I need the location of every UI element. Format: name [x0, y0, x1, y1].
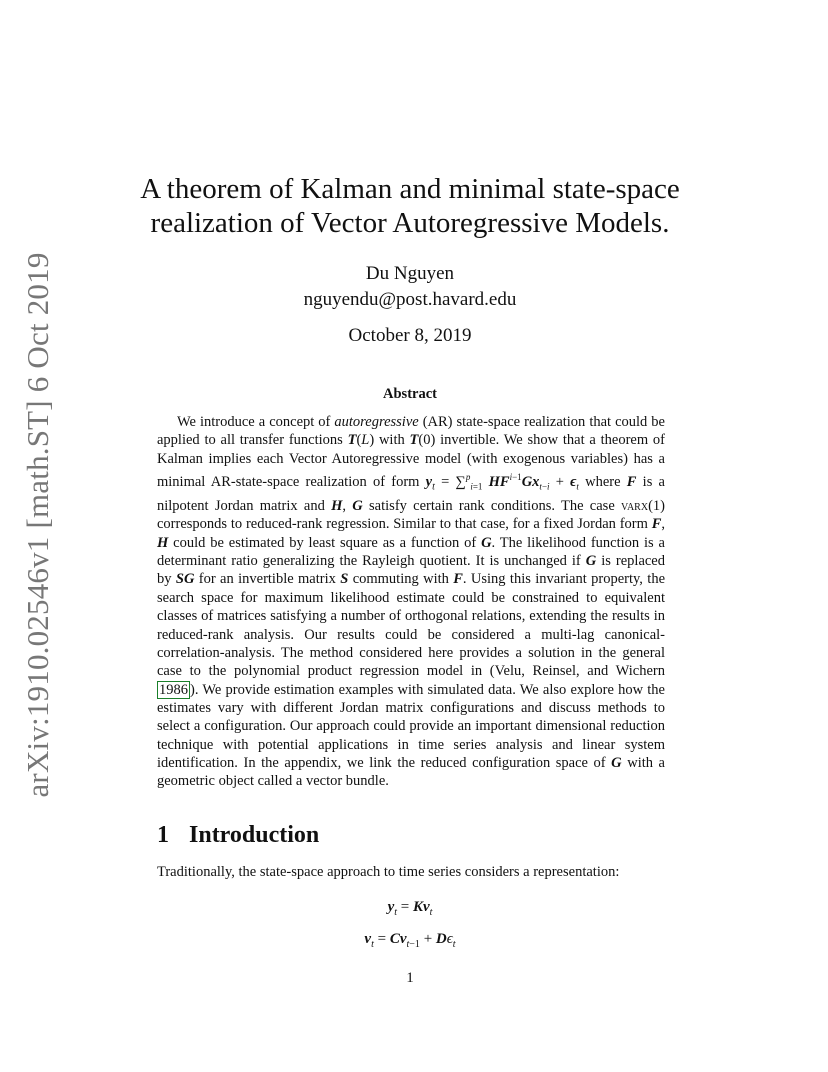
title-line-2: realization of Vector Autoregressive Models.	[150, 207, 670, 239]
intro-paragraph: Traditionally, the state-space approach to time series considers a representation:	[157, 864, 620, 880]
abstract-heading: Abstract	[383, 386, 437, 402]
author-name: Du Nguyen	[365, 263, 455, 284]
citation-link[interactable]: 1986	[159, 681, 188, 698]
equation-1: $y_t = Kv_t$	[387, 899, 433, 918]
author-email: nguyendu@post.havard.edu	[303, 289, 517, 310]
page-number: 1	[406, 970, 414, 986]
equation-2: $v_t = Cv_{t-1} + D\epsilon_t$	[364, 931, 456, 950]
section-heading	[157, 822, 319, 849]
title-line-1: A theorem of Kalman and minimal state-space	[140, 173, 680, 205]
arxiv-id: arXiv:1910.02546v1 [math.ST] 6 Oct 2019	[20, 252, 55, 798]
abstract-body: We introduce a concept of autoregressive (AR) state-space realization that could be applied to all transfer functions T(L) with T(0) invertible. We show that a theorem of Kalman implies each Vector Autoregressive model (with exogenous variables) has a minimal AR-state-space realization of form $y_t = \sum^p_{i=1}$ $HF^{i-1}Gx_{t-i} + \epsilon_t$ where F is a nilpotent Jordan matrix and H, G satisfy certain rank conditions. The case varx(1) corresponds to reduced-rank regression. Similar to that case, for a fixed Jordan form F, H could be estimated by least square as a function of G. The likelihood function is a determinant ratio generalizing the Rayleigh quotient. It is unchanged if G is replaced by SG for an invertible matrix S commuting with F. Using this invariant property, the search space for maximum likelihood estimate could be constrained to equivalent classes of matrices satisfying a number of orthogonal relations, extending the results in reduced-rank analysis. Our results could be considered a multi-lag canonical-correlation-analysis. The method considered here provides a solution in the general case to the polynomial product regression model in (Velu, Reinsel, and Wichern 1986 ). We provide estimation examples with simulated data. We also explore how the estimates vary with different Jordan matrix configurations and discuss methods to select a configuration. Our approach could provide an important dimensional reduction technique with potential applications in time series analysis and linear system identification. In the appendix, we link the reduced configuration space of G with a geometric object called a vector bundle.	[157, 414, 666, 790]
paper-title	[100, 172, 720, 240]
section-number: 1	[157, 822, 169, 848]
section-title: Introduction	[189, 822, 320, 848]
paper-date: October 8, 2019	[348, 325, 472, 346]
arxiv-sidebar-stamp	[18, 252, 58, 798]
